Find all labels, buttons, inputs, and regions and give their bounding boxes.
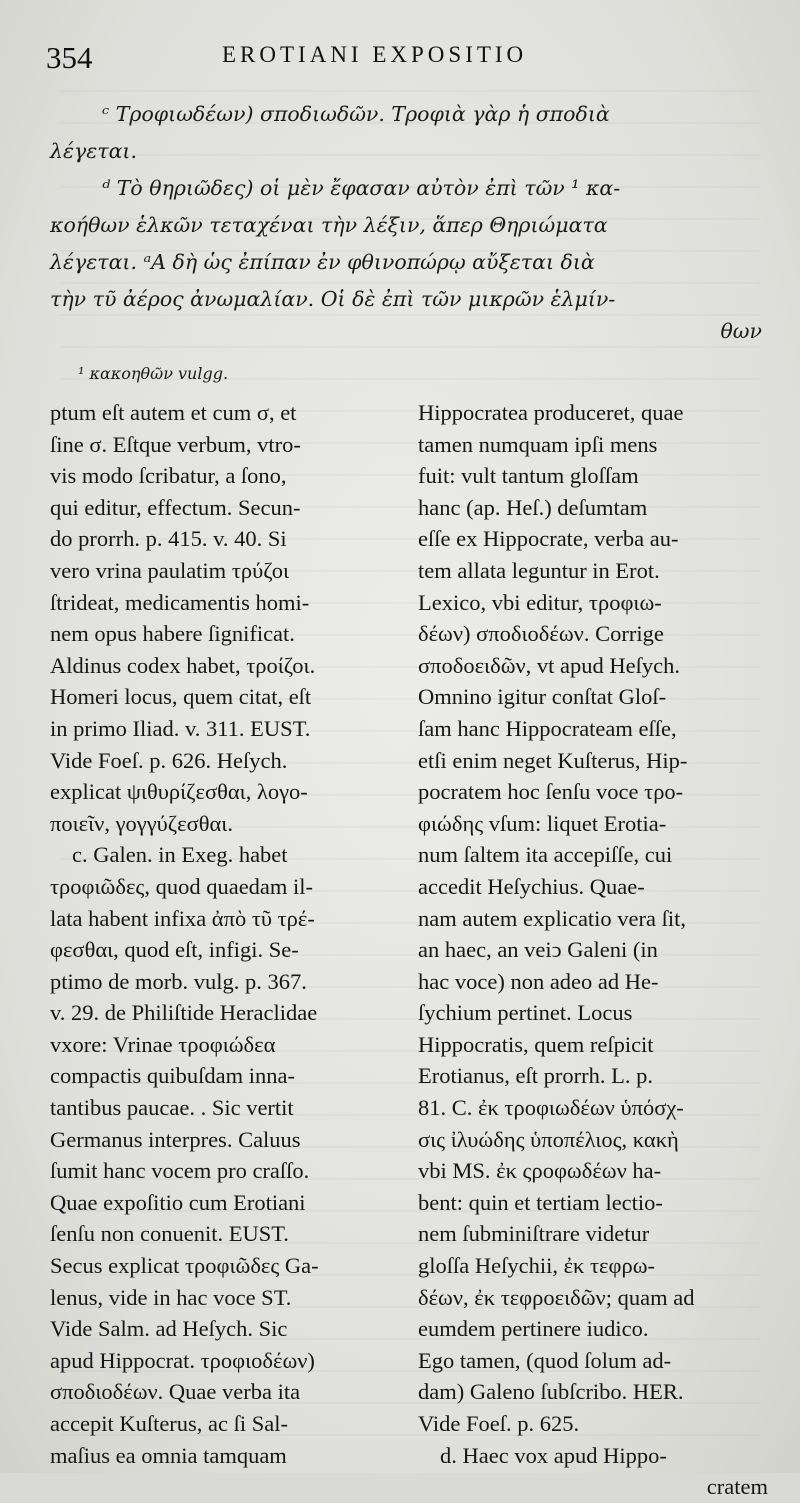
text-line: eſſe ex Hippocrate, verba au- bbox=[418, 526, 679, 552]
running-title: EROTIANI EXPOSITIO bbox=[222, 42, 528, 67]
text-line: ποιεῖν, γογγύζεσθαι. bbox=[50, 810, 233, 836]
footnote: ¹ κακοηθῶν vulgg. bbox=[78, 364, 229, 383]
text-line: lata habent infixa ἀπὸ τῦ τρέ- bbox=[50, 905, 315, 931]
text-line: δέων, ἐκ τεφροειδῶν; quam ad bbox=[418, 1284, 695, 1310]
text-line: v. 29. de Philiſtide Heraclidae bbox=[50, 1000, 318, 1026]
text-line: σποδιοδέων. Quae verba ita bbox=[50, 1379, 301, 1405]
greek-line: κοήθων ἑλκῶν τεταχέναι τὴν λέξιν, ἅπερ Θηριώματα bbox=[50, 213, 608, 237]
text-line: ſine σ. Eſtque verbum, vtro- bbox=[50, 431, 301, 457]
text-line: ptimo de morb. vulg. p. 367. bbox=[50, 968, 307, 994]
text-line: hanc (ap. Heſ.) deſumtam bbox=[418, 494, 648, 520]
text-line: pocratem hoc ſenſu voce τρο- bbox=[418, 779, 684, 805]
text-line: accepit Kuſterus, ac ſi Sal- bbox=[50, 1411, 289, 1436]
greek-line: ᵈ Τὸ θηριῶδες) οἱ μὲν ἔφασαν αὐτὸν ἐπὶ τῶν ¹ κα- bbox=[102, 176, 621, 200]
text-line: compactis quibuſdam inna- bbox=[50, 1063, 295, 1089]
text-line: Vide Foeſ. p. 626. Heſych. bbox=[50, 747, 288, 773]
page-header bbox=[0, 36, 800, 76]
text-line: φεσθαι, quod eſt, infigi. Se- bbox=[50, 937, 299, 963]
text-line: vxore: Vrinae τροφιώδεα bbox=[50, 1031, 276, 1057]
text-line: bent: quin et tertiam lectio- bbox=[418, 1189, 663, 1215]
text-line: nem ſubminiſtrare videtur bbox=[418, 1221, 650, 1247]
text-line: ſtrideat, medicamentis homi- bbox=[50, 589, 310, 615]
text-line: hac voce) non adeo ad He- bbox=[418, 968, 659, 994]
text-line: tem allata leguntur in Erot. bbox=[418, 557, 660, 583]
text-line: ptum eſt autem et cum σ, et bbox=[50, 400, 297, 425]
text-line: σποδοειδῶν, vt apud Heſych. bbox=[418, 652, 681, 678]
page-number: 354 bbox=[46, 40, 93, 75]
text-line: qui editur, effectum. Secun- bbox=[50, 494, 301, 520]
text-line: Lexico, vbi editur, τροφιω- bbox=[418, 589, 662, 615]
text-line: δέων) σποδιοδέων. Corrige bbox=[418, 621, 664, 647]
greek-line: λέγεται. bbox=[50, 139, 137, 163]
text-line: vero vrina paulatim τρύζοι bbox=[50, 557, 290, 583]
text-line: do prorrh. p. 415. v. 40. Si bbox=[50, 526, 287, 552]
text-line: Vide Salm. ad Heſych. Sic bbox=[50, 1316, 288, 1342]
text-line: Aldinus codex habet, τροίζοι. bbox=[50, 652, 316, 678]
text-line: Homeri locus, quem citat, eſt bbox=[50, 684, 312, 710]
text-line: Quae expoſitio cum Erotiani bbox=[50, 1189, 306, 1215]
text-line: 81. C. ἐκ τροφιωδέων ὑπόσχ- bbox=[418, 1095, 684, 1121]
text-line: ſam hanc Hippocrateam eſſe, bbox=[418, 715, 677, 741]
text-line: Vide Foeſ. p. 625. bbox=[418, 1411, 580, 1436]
text-line: ſenſu non conuenit. EUST. bbox=[50, 1221, 289, 1247]
text-line: Germanus interpres. Caluus bbox=[50, 1126, 301, 1152]
text-line: σις ἰλυώδης ὑποπέλιος, κακὴ bbox=[418, 1126, 679, 1152]
greek-line: θων bbox=[720, 319, 762, 343]
left-column bbox=[50, 397, 396, 1471]
text-line: an haec, an veiↄ Galeni (in bbox=[418, 937, 658, 963]
text-line: d. Haec vox apud Hippo- bbox=[440, 1442, 667, 1468]
text-line: lenus, vide in hac voce ST. bbox=[50, 1284, 292, 1310]
text-line: nem opus habere ſignificat. bbox=[50, 621, 295, 647]
text-line: accedit Heſychius. Quae- bbox=[418, 873, 645, 899]
text-line: c. Galen. in Exeg. habet bbox=[72, 842, 288, 868]
text-line: Erotianus, eſt prorrh. L. p. bbox=[418, 1063, 653, 1089]
text-line: in primo Iliad. v. 311. EUST. bbox=[50, 715, 311, 741]
commentary-columns bbox=[50, 397, 770, 1500]
text-line: Omnino igitur conſtat Gloſ- bbox=[418, 684, 667, 710]
text-line: dam) Galeno ſubſcribo. HER. bbox=[418, 1379, 684, 1405]
text-line: num ſaltem ita accepiſſe, cui bbox=[418, 842, 673, 868]
text-line: Hippocratea produceret, quae bbox=[418, 400, 684, 425]
text-line: Hippocratis, quem reſpicit bbox=[418, 1031, 654, 1057]
text-line: gloſſa Heſychii, ἐκ τεφρω- bbox=[418, 1253, 656, 1279]
text-line: tamen numquam ipſi mens bbox=[418, 431, 658, 457]
text-line: vbi MS. ἐκ ςροφωδέων ha- bbox=[418, 1158, 662, 1184]
right-column bbox=[418, 397, 768, 1503]
text-line: ſumit hanc vocem pro craſſo. bbox=[50, 1158, 310, 1184]
greek-line: λέγεται. ᵃΑ δὴ ὡς ἐπίπαν ἐν φθινοπώρῳ αὔξεται διὰ bbox=[50, 250, 595, 274]
greek-line: τὴν τῦ ἀέρος ἀνωμαλίαν. Οἱ δὲ ἐπὶ τῶν μικρῶν ἑλμίν- bbox=[50, 287, 616, 311]
text-line: τροφιῶδες, quod quaedam il- bbox=[50, 873, 314, 899]
text-line: explicat ψιθυρίζεσθαι, λογο- bbox=[50, 779, 308, 805]
text-line: vis modo ſcribatur, a ſono, bbox=[50, 463, 287, 489]
text-line: Ego tamen, (quod ſolum ad- bbox=[418, 1347, 672, 1373]
text-line: eumdem pertinere iudico. bbox=[418, 1316, 649, 1342]
text-line: fuit: vult tantum gloſſam bbox=[418, 463, 639, 489]
text-line: tantibus paucae. . Sic vertit bbox=[50, 1095, 294, 1121]
text-line: apud Hippocrat. τροφιοδέων) bbox=[50, 1347, 315, 1373]
text-line: etſi enim neget Kuſterus, Hip- bbox=[418, 747, 688, 773]
greek-text-block bbox=[50, 96, 770, 344]
text-line: Secus explicat τροφιῶδες Ga- bbox=[50, 1253, 319, 1279]
greek-line: ᶜ Τροφιωδέων) σποδιωδῶν. Τροφιὰ γὰρ ἡ σποδιὰ bbox=[102, 102, 610, 126]
text-line: cratem bbox=[706, 1474, 768, 1500]
text-line: maſius ea omnia tamquam bbox=[50, 1442, 287, 1468]
text-line: ſychium pertinet. Locus bbox=[418, 1000, 633, 1026]
text-line: nam autem explicatio vera ſit, bbox=[418, 905, 687, 931]
text-line: φιώδης vſum: liquet Erotia- bbox=[418, 810, 667, 836]
